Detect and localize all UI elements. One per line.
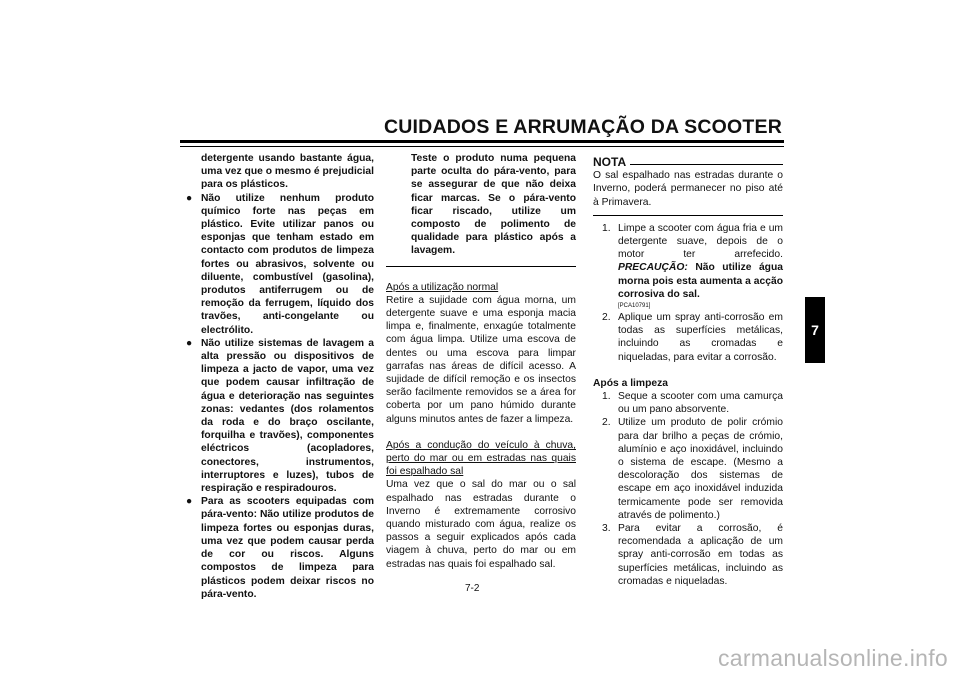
bullet-icon: ● [186,192,193,204]
step-number: 1. [602,391,611,403]
bullet-text: Para as scooters equipadas com pára-vento: Não utilize produtos de limpeza fortes ou esponjas duras, uma vez que podem causar perda de cor ou riscos. Alguns compostos de limpeza para plásticos podem deixar riscos no pára-vento. [201,496,374,600]
reference-code: [PCA10791] [618,303,651,310]
section-heading-rain-sea: Após a condução do veículo à chuva, perto do mar ou em estradas nas quais foi espalhado sal [386,439,576,478]
watermark: carmanualsonline.info [717,645,948,671]
step-text: Utilize um produto de polir crómio para dar brilho a peças de crómio, alumínio e aço inoxidável, incluindo o sistema de escape. (Mesmo a descoloração dos sistemas de escape em aço inoxidável induzida termicamente pode ser removida através de polimento.) [618,417,783,521]
section-body-normal-use: Retire a sujidade com água morna, um detergente suave e uma esponja macia limpa e, finalmente, enxagúe totalmente com água limpa. Utilize uma escova de dentes ou uma escova para limpar garrafas nas áreas de difícil acesso. A sujidade de difícil remoção e os insectos serão facilmente removidos se a área for coberta por um pano húmido durante alguns minutos antes de fazer a limpeza. [386,294,576,425]
nota-title: NOTA [593,155,627,169]
numbered-step [593,390,783,416]
nota-header [593,156,783,169]
page-header-title: CUIDADOS E ARRUMAÇÃO DA SCOOTER [383,116,782,138]
nota-end-rule [593,215,783,216]
page-number: 7-2 [465,583,480,594]
bullet-item [186,495,374,601]
section-body-rain-sea: Uma vez que o sal do mar ou o sal espalhado nas estradas durante o Inverno é extremamente corrosivo quando misturado com água, realize os passos a seguir explicados após cada viagem à chuva, perto do mar ou em estradas nas quais foi espalhado sal. [386,479,576,570]
numbered-step [593,522,783,588]
bullet-icon: ● [186,496,193,508]
column-1 [186,152,374,601]
bullet-text: Não utilize sistemas de lavagem a alta pressão ou dispositivos de limpeza a jacto de vapor, uma vez que podem causar infiltração de água e deterioração nas seguintes zonas: vedantes (dos rolamentos da roda e do braço oscilante, forquilha e travões), componentes eléctricos (acopladores, conectores, instrumentos, interruptores e luzes), tubos de respiração e respiradouros. [201,337,374,495]
step-number: 2. [602,312,611,324]
section-heading-normal-use: Após a utilização normal [386,281,499,293]
column-3 [593,156,783,588]
numbered-step [593,222,783,311]
after-cleaning-heading: Após a limpeza [593,377,668,389]
nota-rule [630,164,783,165]
step-text: Limpe a scooter com água fria e um detergente suave, depois de o motor ter arrefecido. [618,222,783,261]
bullet-text: Não utilize nenhum produto químico forte nas peças em plástico. Evite utilizar panos ou esponjas que tenham estado em contacto com produtos de limpeza fortes ou abrasivos, solvente ou diluente, combustível (gasolina), produtos antiferrugem ou de remoção da ferrugem, líquido dos travões, anti-congelante ou electrólito. [201,192,374,336]
caution-text: Não utilize água morna pois esta aumenta a acção corrosiva do sal. [618,262,783,300]
nota-body: O sal espalhado nas estradas durante o Inverno, poderá permanecer no piso até à Primavera. [593,170,783,208]
header-rule-thick [180,140,784,143]
continued-warning-text: detergente usando bastante água, uma vez que o mesmo é prejudicial para os plásticos. [201,153,374,191]
step-text: Para evitar a corrosão, é recomendada a aplicação de um spray anti-corrosão em todas as superfícies metálicas, incluindo as cromadas e niqueladas. [618,523,783,587]
windshield-warning-text: Teste o produto numa pequena parte oculta do pára-vento, para se assegurar de que não deixa ficar marcas. Se o pára-vento ficar riscado, utilize um composto de polimento de qualidade para plástico após a lavagem. [411,153,576,257]
column-2 [386,152,576,571]
bullet-icon: ● [186,337,193,349]
step-text: Seque a scooter com uma camurça ou um pano absorvente. [618,391,783,416]
header-rule-thin [180,146,784,147]
step-number: 3. [602,523,611,535]
step-number: 1. [602,222,611,234]
warning-end-rule [386,266,576,267]
step-text: Aplique um spray anti-corrosão em todas as superfícies metálicas, incluindo as cromadas e niqueladas, para evitar a corrosão. [618,312,783,363]
bullet-item [186,192,374,337]
numbered-step [593,311,783,364]
step-number: 2. [602,417,611,429]
numbered-step [593,416,783,522]
bullet-item [186,337,374,495]
chapter-tab: 7 [805,297,825,363]
caution-label: PRECAUÇÃO: [618,262,688,274]
